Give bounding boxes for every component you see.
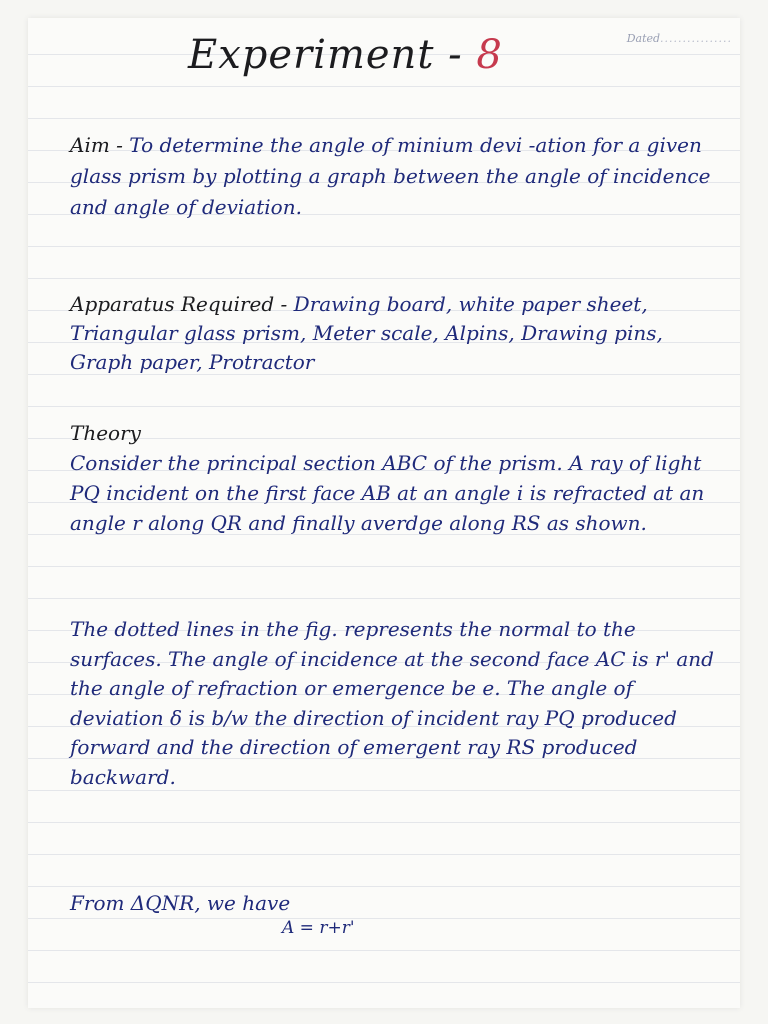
theory-section [70,418,720,538]
experiment-number: 8 [476,32,503,78]
ruled-line [28,982,740,983]
dated-label: Dated [626,32,661,45]
theory-heading: Theory [70,421,141,445]
ruled-line [28,598,740,599]
dated-blank: ................ [660,32,732,45]
ruled-line [28,118,740,119]
title-text: Experiment - [188,32,477,78]
aim-section [70,130,720,223]
ruled-line [28,246,740,247]
apparatus-label: Apparatus Required [70,292,275,316]
theory-paragraph-2: The dotted lines in the fig. represents the normal to the surfaces. The angle of incidence at the second face AC is r' and the angle of refraction or emergence be e. The angle of deviation δ is b/w the direction of incident ray PQ produced forward and the direction of emergent ray RS produced backward. [70,617,714,789]
derivation-intro-text: From ΔQNR, we have [70,891,291,915]
dated-field [627,32,732,45]
derivation-intro [70,888,720,919]
ruled-line [28,278,740,279]
apparatus-section [70,290,720,377]
aim-label: Aim [70,133,110,157]
ruled-line [28,822,740,823]
theory-paragraph-1: Consider the principal section ABC of the prism. A ray of light PQ incident on the first face AB at an angle i is refracted at an angle r along QR and finally averdge along RS as shown. [70,451,705,535]
ruled-line [28,854,740,855]
ruled-line [28,86,740,87]
aim-text: To determine the angle of minium devi -ation for a given glass prism by plotting a graph between the angle of incidence and angle of deviation. [70,133,711,219]
ruled-line [28,406,740,407]
formula-text: A = r+r' [282,918,355,938]
ruled-line [28,886,740,887]
ruled-line [28,950,740,951]
aim-separator: - [109,133,130,157]
formula-line [282,918,355,938]
apparatus-separator: - [274,292,294,316]
page-title [188,32,503,78]
apparatus-text: Drawing board, white paper sheet, Triangular glass prism, Meter scale, Alpins, Drawing pins, Graph paper, Protractor [70,292,663,374]
theory-paragraph-2-block [70,615,720,792]
ruled-line [28,566,740,567]
